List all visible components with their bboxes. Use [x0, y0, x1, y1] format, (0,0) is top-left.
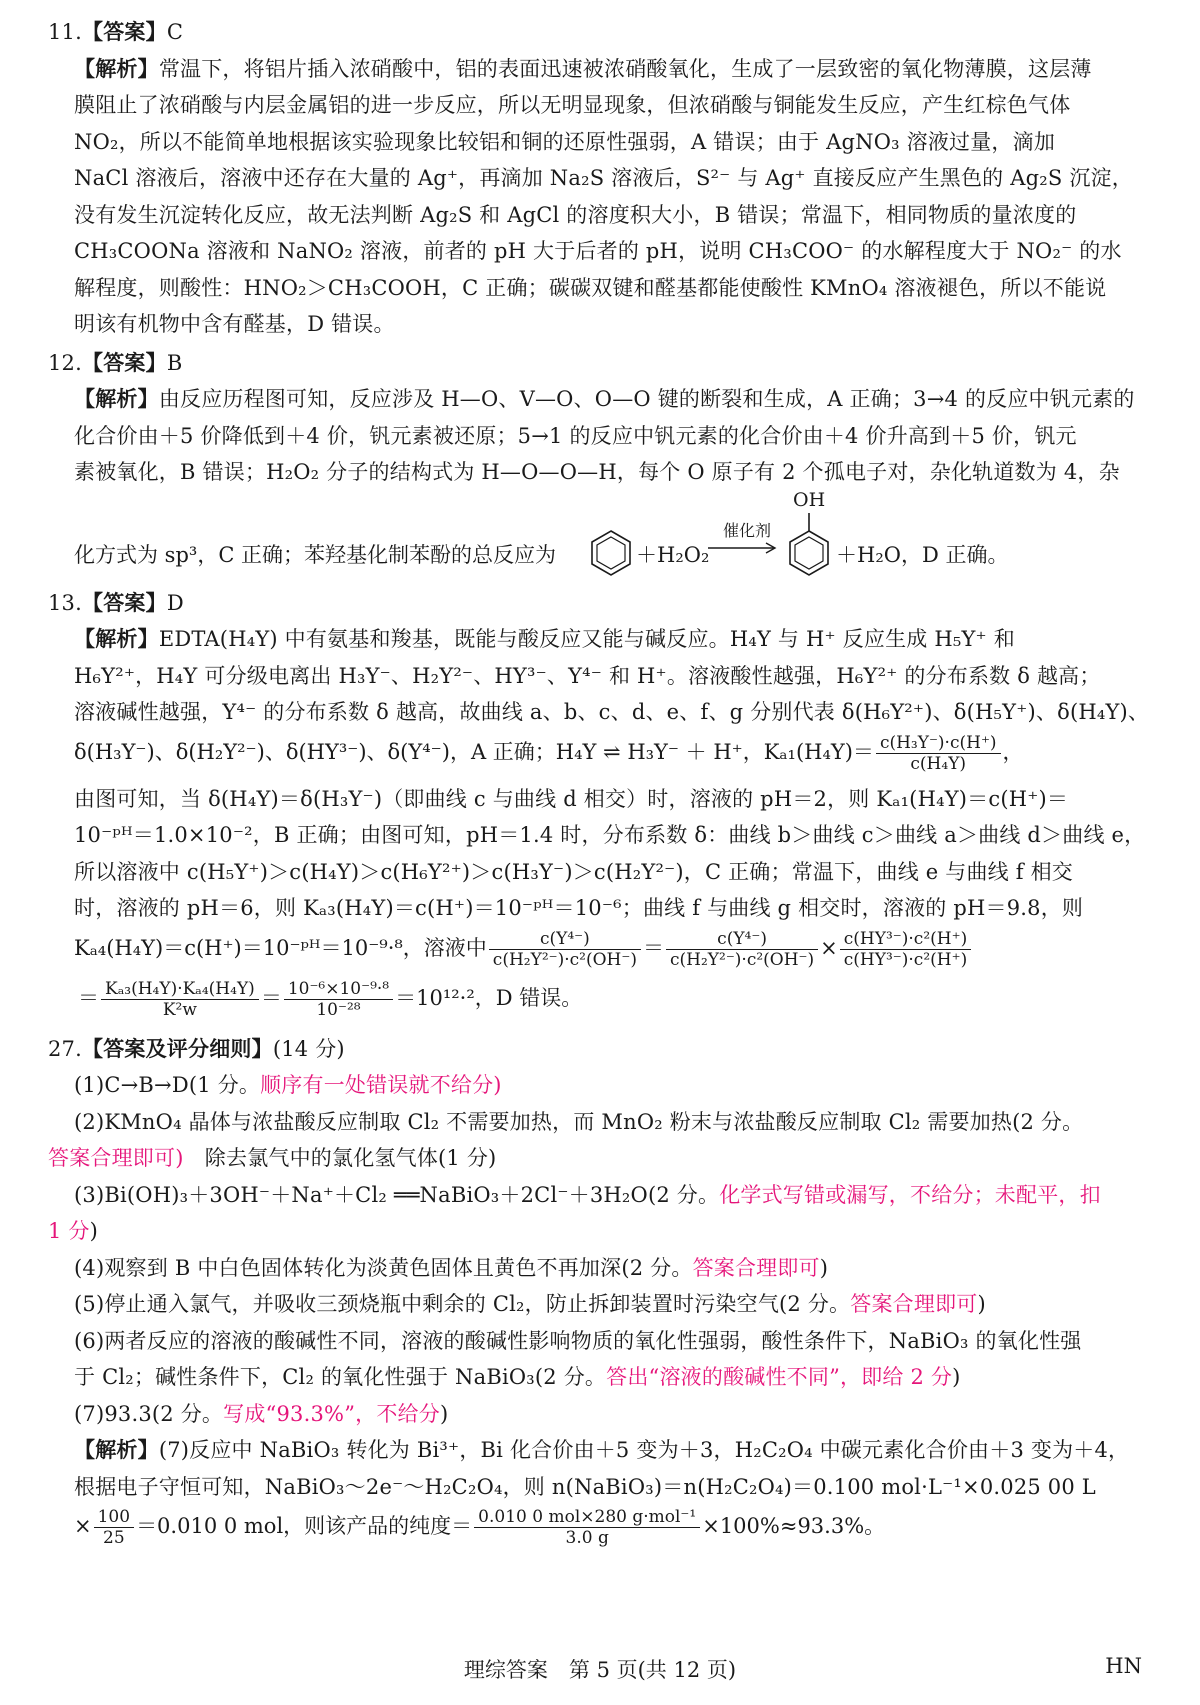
answer-part-3: (3)Bi(OH)₃＋3OH⁻＋Na⁺＋Cl₂ ══NaBiO₃＋2Cl⁻＋3H₂O(2 分。	[74, 1182, 720, 1207]
purity-fraction	[474, 1507, 700, 1548]
analysis-text: 时，溶液的 pH＝6，则 Kₐ₃(H₄Y)＝c(H⁺)＝10⁻ᵖᴴ＝10⁻⁶；曲线 f 与曲线 g 相交时，溶液的 pH＝9.8，则	[74, 896, 1084, 920]
analysis-tag: 【解析】	[74, 1437, 159, 1462]
ka-product-fraction	[101, 979, 259, 1020]
analysis-text: 化合价由＋5 价降低到＋4 价，钒元素被还原；5→1 的反应中钒元素的化合价由＋4 价升高到＋5 价，钒元	[74, 423, 1077, 448]
answer-value: C	[166, 20, 184, 44]
ka4-line	[48, 927, 1152, 979]
analysis-text: 素被氧化，B 错误；H₂O₂ 分子的结构式为 H—O—O—H，每个 O 原子有 2 个孤电子对，杂化轨道数为 4，杂	[74, 460, 1120, 484]
scoring-note: 答案合理即可	[850, 1292, 978, 1316]
scoring-note: 化学式写错或漏写，不给分；未配平，扣	[719, 1182, 1101, 1207]
fraction-numerator: 10⁻⁶×10⁻⁹·⁸	[284, 979, 393, 1000]
answer-part-6-cont: 于 Cl₂；碱性条件下，Cl₂ 的氧化性强于 NaBiO₃(2 分。	[74, 1365, 607, 1389]
equals-sign: ＝	[78, 985, 99, 1010]
hydrogen-peroxide-term: ＋H₂O₂	[636, 542, 710, 567]
analysis-tag: 【解析】	[74, 386, 159, 411]
analysis-text: 解程度，则酸性：HNO₂＞CH₃COOH，C 正确；碳碳双键和醛基都能使酸性 KMnO₄ 溶液褪色，所以不能说	[74, 275, 1107, 300]
purity-line	[48, 1505, 1152, 1555]
fraction-denominator: 25	[103, 1528, 125, 1548]
closing-paren: )	[89, 1219, 99, 1243]
analysis-text: 由图可知，当 δ(H₄Y)＝δ(H₃Y⁻)（即曲线 c 与曲线 d 相交）时，溶液的 pH＝2，则 Kₐ₁(H₄Y)＝c(H⁺)＝	[74, 786, 1069, 811]
analysis-text: 明该有机物中含有醛基，D 错误。	[74, 312, 395, 336]
question-11	[48, 14, 1152, 343]
scoring-note: 1 分	[48, 1219, 90, 1243]
fraction-numerator: Kₐ₃(H₄Y)·Kₐ₄(H₄Y)	[101, 979, 259, 1000]
benzene-hydroxylation-reaction	[48, 488, 1152, 583]
score-value: (14 分)	[272, 1036, 345, 1061]
analysis-text: H₆Y²⁺，H₄Y 可分级电离出 H₃Y⁻、H₂Y²⁻、HY³⁻、Y⁴⁻ 和 H⁺。溶液酸性越强，H₆Y²⁺ 的分布系数 δ 越高；	[74, 663, 1101, 688]
benzene-ring-icon	[588, 527, 634, 579]
fraction-numerator: c(Y⁴⁻)	[489, 929, 641, 950]
analysis-text: 溶液碱性越强，Y⁴⁻ 的分布系数 δ 越高，故曲线 a、b、c、d、e、f、g 分别代表 δ(H₆Y²⁺)、δ(H₅Y⁺)、δ(H₄Y)、	[74, 700, 1150, 724]
answer-part-4: (4)观察到 B 中白色固体转化为淡黄色固体且黄色不再加深(2 分。	[74, 1255, 693, 1280]
analysis-text: ，	[1002, 739, 1024, 764]
analysis-text: Kₐ₄(H₄Y)＝c(H⁺)＝10⁻ᵖᴴ＝10⁻⁹·⁸，溶液中	[74, 935, 487, 960]
fraction-denominator: c(H₂Y²⁻)·c²(OH⁻)	[669, 949, 815, 970]
answer-value: B	[166, 350, 183, 375]
answer-part-5: (5)停止通入氯气，并吸收三颈烧瓶中剩余的 Cl₂，防止拆卸装置时污染空气(2 分。	[74, 1292, 851, 1316]
analysis-text: ＝10¹²·²，D 错误。	[395, 985, 583, 1010]
question-number: 11.	[48, 20, 82, 44]
fraction-numerator: 100	[94, 1507, 134, 1528]
catalyst-label: 催化剂	[723, 520, 772, 540]
analysis-text: 由反应历程图可知，反应涉及 H—O、V—O、O—O 键的断裂和生成，A 正确；3→4 的反应中钒元素的	[158, 387, 1135, 411]
times-sign: ×	[74, 1514, 92, 1538]
analysis-text: 根据电子守恒可知，NaBiO₃～2e⁻～H₂C₂O₄，则 n(NaBiO₃)＝n(H₂C₂O₄)＝0.100 mol·L⁻¹×0.025 00 L	[74, 1474, 1096, 1499]
fraction-numerator: c(HY³⁻)·c²(H⁺)	[840, 929, 971, 950]
analysis-tag: 【解析】	[74, 626, 159, 651]
scoring-note: 答案合理即可	[692, 1255, 820, 1280]
ka1-expression	[876, 733, 1001, 774]
question-number: 13.	[48, 590, 82, 615]
region-code: HN	[1105, 1654, 1142, 1678]
scoring-note: 答出“溶液的酸碱性不同”，即给 2 分	[606, 1365, 953, 1389]
numeric-fraction	[284, 979, 393, 1020]
analysis-text: ＋H₂O，D 正确。	[836, 542, 1009, 567]
analysis-text: CH₃COONa 溶液和 NaNO₂ 溶液，前者的 pH 大于后者的 pH，说明 CH₃COO⁻ 的水解程度大于 NO₂⁻ 的水	[74, 239, 1122, 263]
analysis-text: 膜阻止了浓硝酸与内层金属铝的进一步反应，所以无明显现象，但浓硝酸与铜能发生反应，产生红棕色气体	[74, 93, 1071, 117]
fraction-denominator: K²w	[162, 999, 197, 1020]
answer-part-1: (1)C→B→D(1 分。	[74, 1073, 261, 1097]
ratio-fraction	[840, 929, 971, 970]
equals-sign: ＝	[642, 935, 664, 960]
fraction-numerator: c(H₃Y⁻)·c(H⁺)	[876, 733, 1001, 754]
scoring-note: 顺序有一处错误就不给分)	[260, 1073, 502, 1097]
analysis-text: NaCl 溶液后，溶液中还存在大量的 Ag⁺，再滴加 Na₂S 溶液后，S²⁻ 与 Ag⁺ 直接反应产生黑色的 Ag₂S 沉淀，	[74, 166, 1133, 190]
page-content	[48, 14, 1152, 1557]
question-number: 27.	[48, 1036, 82, 1061]
analysis-text: 所以溶液中 c(H₅Y⁺)＞c(H₄Y)＞c(H₆Y²⁺)＞c(H₃Y⁻)＞c(H₂Y²⁻)，C 正确；常温下，曲线 e 与曲线 f 相交	[74, 859, 1074, 884]
hydroxyl-label: OH	[793, 488, 826, 511]
question-13	[48, 585, 1152, 1029]
answer-tag: 【答案】	[82, 19, 167, 44]
question-27	[48, 1031, 1152, 1556]
closing-paren: )	[819, 1255, 829, 1280]
answer-tag: 【答案及评分细则】	[82, 1035, 273, 1061]
ratio-fraction	[666, 929, 818, 970]
answer-part-7: (7)93.3(2 分。	[74, 1401, 224, 1426]
times-sign: ×	[820, 935, 838, 960]
answer-part-2-extra: 除去氯气中的氯化氢气体(1 分)	[183, 1146, 497, 1170]
analysis-text: 没有发生沉淀转化反应，故无法判断 Ag₂S 和 AgCl 的溶度积大小，B 错误；常温下，相同物质的量浓度的	[74, 202, 1077, 227]
fraction-denominator: 3.0 g	[565, 1528, 609, 1548]
fraction-denominator: c(HY³⁻)·c²(H⁺)	[843, 949, 968, 970]
analysis-text: NO₂，所以不能简单地根据该实验现象比较铝和铜的还原性强弱，A 错误；由于 AgNO₃ 溶液过量，滴加	[74, 129, 1056, 154]
answer-part-2: (2)KMnO₄ 晶体与浓盐酸反应制取 Cl₂ 不需要加热，而 MnO₂ 粉末与浓盐酸反应制取 Cl₂ 需要加热(2 分。	[74, 1109, 1084, 1134]
fraction-numerator: c(Y⁴⁻)	[666, 929, 818, 950]
answer-tag: 【答案】	[82, 349, 167, 375]
fraction-denominator: c(H₄Y)	[910, 753, 967, 774]
analysis-text: δ(H₃Y⁻)、δ(H₂Y²⁻)、δ(HY³⁻)、δ(Y⁴⁻)，A 正确；H₄Y ⇌ H₃Y⁻ ＋ H⁺，Kₐ₁(H₄Y)＝	[74, 739, 874, 764]
analysis-tag: 【解析】	[74, 55, 159, 81]
closing-paren: )	[977, 1292, 986, 1316]
closing-paren: )	[439, 1401, 449, 1426]
dilution-fraction	[94, 1507, 134, 1548]
scoring-note: 写成“93.3%”，不给分	[223, 1401, 440, 1426]
question-number: 12.	[48, 350, 82, 375]
closing-paren: )	[952, 1365, 961, 1389]
answer-value: D	[166, 590, 184, 615]
fraction-denominator: c(H₂Y²⁻)·c²(OH⁻)	[492, 949, 637, 970]
analysis-text: 10⁻ᵖᴴ＝1.0×10⁻²，B 正确；由图可知，pH＝1.4 时，分布系数 δ：曲线 b＞曲线 c＞曲线 a＞曲线 d＞曲线 e，	[74, 823, 1146, 847]
answer-tag: 【答案】	[82, 589, 167, 615]
scoring-note: 答案合理即可)	[48, 1146, 184, 1170]
reaction-arrow-icon	[706, 541, 778, 555]
fraction-denominator: 10⁻²⁸	[316, 999, 361, 1020]
page-number: 理综答案 第 5 页(共 12 页)	[463, 1658, 737, 1682]
phenol-ring-icon	[786, 511, 832, 579]
equilibrium-line	[48, 731, 1152, 781]
analysis-text: ＝0.010 0 mol，则该产品的纯度＝	[136, 1514, 473, 1538]
analysis-text: (7)反应中 NaBiO₃ 转化为 Bi³⁺，Bi 化合价由＋5 变为＋3，H₂C₂O₄ 中碳元素化合价由＋3 变为＋4，	[158, 1438, 1130, 1462]
analysis-text: ×100%≈93.3%。	[702, 1514, 886, 1538]
question-12	[48, 345, 1152, 583]
answer-part-6: (6)两者反应的溶液的酸碱性不同，溶液的酸碱性影响物质的氧化性强弱，酸性条件下，NaBiO₃ 的氧化性强	[74, 1328, 1082, 1353]
equals-sign: ＝	[260, 985, 282, 1010]
analysis-text: 常温下，将铝片插入浓硝酸中，铝的表面迅速被浓硝酸氧化，生成了一层致密的氧化物薄膜，这层薄	[158, 56, 1092, 81]
analysis-text: 化方式为 sp³，C 正确；苯羟基化制苯酚的总反应为	[74, 542, 557, 567]
result-line	[48, 979, 1152, 1029]
fraction-numerator: 0.010 0 mol×280 g·mol⁻¹	[474, 1507, 700, 1528]
ratio-fraction	[489, 929, 641, 970]
analysis-text: EDTA(H₄Y) 中有氨基和羧基，既能与酸反应又能与碱反应。H₄Y 与 H⁺ 反应生成 H₅Y⁺ 和	[158, 627, 1015, 651]
